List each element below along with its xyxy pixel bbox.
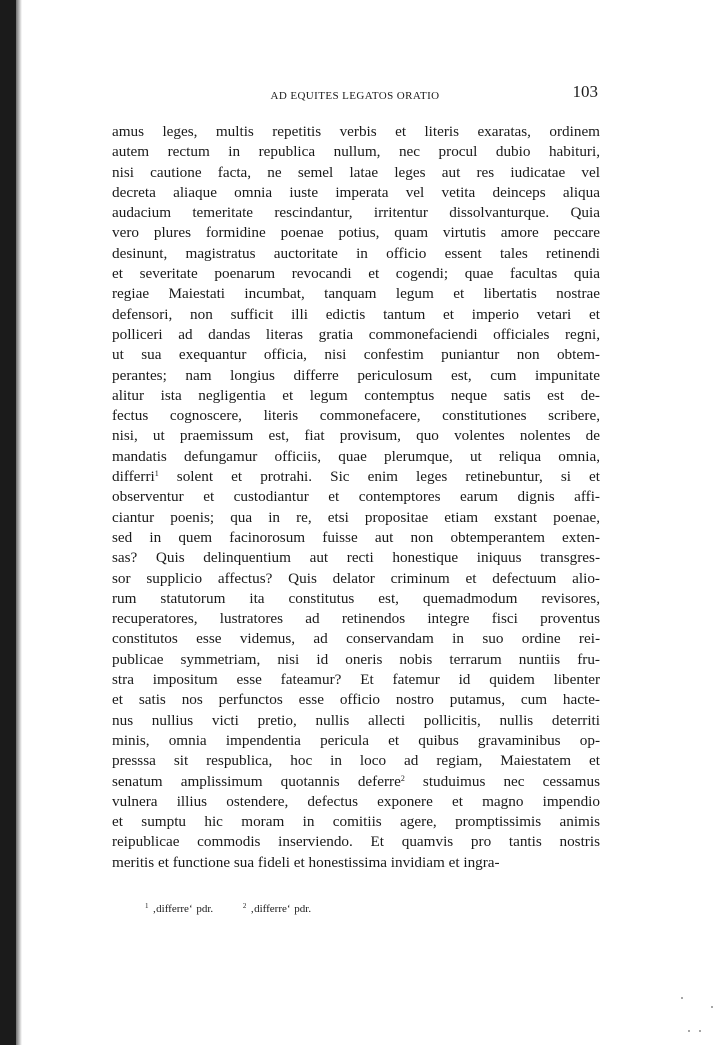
text-line: ciantur poenis; qua in re, etsi propositae etiam exstant poenae,: [112, 508, 600, 526]
text-line: desinunt, magistratus auctoritate in officio essent tales retinendi: [112, 244, 600, 262]
text-line: constitutos esse videmus, ad conservandam in suo ordine rei-: [112, 630, 600, 648]
text-line: ut sua exequantur officia, nisi confestim puniantur non obtem-: [112, 346, 600, 364]
scan-speck: [711, 1006, 713, 1008]
text-line: sas? Quis delinquentium aut recti honestique iniquus transgres-: [112, 549, 600, 567]
scan-speck: [699, 1030, 701, 1032]
footnote-reference: 2: [400, 773, 405, 783]
text-line: nisi cautione facta, ne semel latae leges aut res iudicatae vel: [112, 163, 600, 181]
text-line: presssa sit respublica, hoc in loco ad regiam, Maiestatem et: [112, 752, 600, 770]
footnote-text: ‚differre‘ pdr.: [250, 903, 312, 915]
text-line: et sumptu hic moram in comitiis agere, promptissimis animis: [112, 813, 600, 831]
text-line: defensori, non sufficit illi edictis tantum et imperio vetari et: [112, 305, 600, 323]
text-line: vero plures formidine poenae potius, quam virtutis amore peccare: [112, 224, 600, 242]
text-line: decreta aliaque omnia iuste imperata vel vetita deinceps aliqua: [112, 183, 600, 201]
text-line: publicae symmetriam, nisi id oneris nobis terrarum nuntiis fru-: [112, 650, 600, 668]
text-line: meritis et functione sua fideli et honestissima invidiam et ingra-: [112, 853, 500, 871]
page-binding-shadow: [16, 0, 22, 1045]
text-line: autem rectum in republica nullum, nec procul dubio habituri,: [112, 143, 600, 161]
footnote-reference: 1: [154, 469, 159, 479]
text-line: alitur ista negligentia et legum contemptus neque satis est de-: [112, 386, 600, 404]
text-line: reipublicae commodis inserviendo. Et quamvis pro tantis nostris: [112, 833, 600, 851]
text-line-with-footnote: [112, 467, 600, 487]
line-end: solent et protrahi. Sic enim leges retinebuntur, si et: [158, 468, 600, 486]
body-text: [112, 122, 600, 873]
running-title: AD EQUITES LEGATOS ORATIO: [270, 90, 440, 102]
text-line: nus nullius victi pretio, nullis allecti pollicitis, nullis deterriti: [112, 711, 600, 729]
footnote-mark: 1: [145, 902, 149, 910]
text-line: mandatis defungamur officiis, quae plerumque, ut reliqua omnia,: [112, 447, 600, 465]
text-line: recuperatores, lustratores ad retinendos integre fisci proventus: [112, 610, 600, 628]
text-line: audacium temeritate rescindantur, irritentur dissolvanturque. Quia: [112, 204, 600, 222]
line-end: studuimus nec cessamus: [404, 772, 600, 790]
text-line: nisi, ut praemissum est, fiat provisum, quo volentes nolentes de: [112, 427, 600, 445]
text-line: sed in quem facinorosum fuisse aut non obtemperantem exten-: [112, 528, 600, 546]
text-line: polliceri ad dandas literas gratia commonefaciendi officiales regni,: [112, 325, 600, 343]
text-line: et severitate poenarum revocandi et cogendi; quae facultas quia: [112, 265, 600, 283]
running-head: [110, 82, 600, 110]
page-binding-edge: [0, 0, 16, 1045]
footnote-mark: 2: [242, 902, 247, 910]
text-line: regiae Maiestati incumbat, tanquam legum et libertatis nostrae: [112, 285, 600, 303]
text-line: et satis nos perfunctos esse officio nostro putamus, cum hacte-: [112, 691, 600, 709]
scan-speck: [688, 1030, 690, 1032]
text-line: rum statutorum ita constitutus est, quemadmodum revisores,: [112, 589, 600, 607]
scan-speck: [681, 997, 683, 999]
page-number: 103: [572, 82, 598, 101]
footnote: [243, 902, 311, 915]
text-line: amus leges, multis repetitis verbis et literis exaratas, ordinem: [112, 123, 600, 140]
text-line: minis, omnia impendentia pericula et quibus gravaminibus op-: [112, 731, 600, 749]
footnote: [145, 902, 213, 915]
footnote-text: ‚differre‘ pdr.: [152, 903, 214, 915]
text-line-with-footnote: [112, 772, 600, 792]
text-line: vulnera illius ostendere, defectus exponere et magno impendio: [112, 792, 600, 810]
text-line: fectus cognoscere, literis commonefacere, constitutiones scribere,: [112, 407, 600, 425]
text-line: stra impositum esse fateamur? Et fatemur id quidem libenter: [112, 671, 600, 689]
text-line: perantes; nam longius differre periculosum est, cum impunitate: [112, 366, 600, 384]
text-line: sor supplicio affectus? Quis delator criminum et defectuum alio-: [112, 569, 600, 587]
footnotes: [145, 902, 337, 915]
line-start: senatum amplissimum quotannis deferre: [112, 772, 401, 790]
line-start: differri: [112, 468, 155, 486]
text-line: observentur et custodiantur et contemptores earum dignis affi-: [112, 488, 600, 506]
